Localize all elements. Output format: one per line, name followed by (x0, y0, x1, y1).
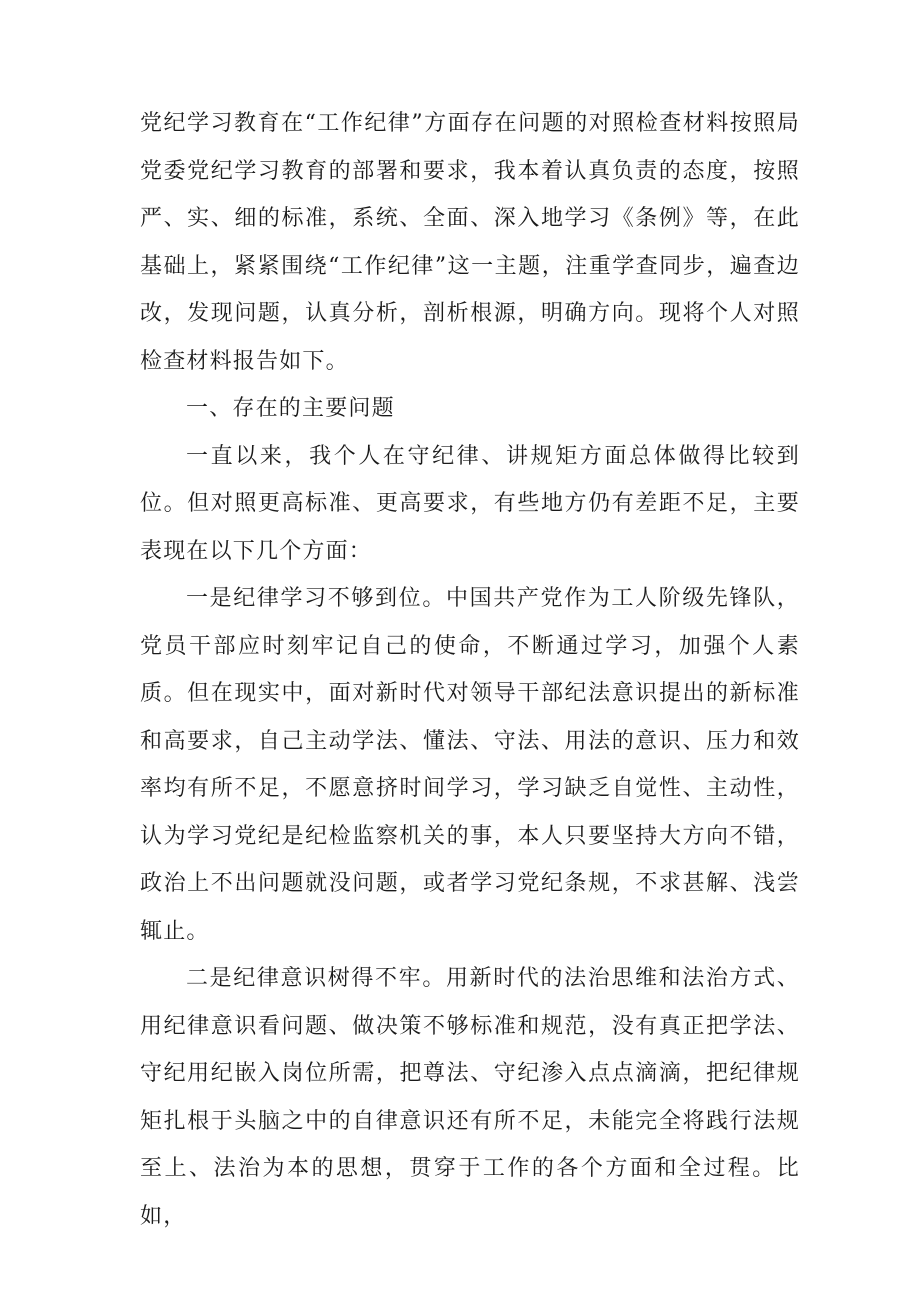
issue-two-paragraph: 二是纪律意识树得不牢。用新时代的法治思维和法治方式、用纪律意识看问题、做决策不够标准和规范，没有真正把学法、守纪用纪嵌入岗位所需，把尊法、守纪渗入点点滴滴，把纪律规矩扎根于头脑之中的自律意识还有所不足，未能完全将践行法规至上、法治为本的思想，贯穿于工作的各个方面和全过程。比如， (140, 966, 800, 1229)
intro-paragraph: 党纪学习教育在“工作纪律”方面存在问题的对照检查材料按照局党委党纪学习教育的部署和要求，我本着认真负责的态度，按照严、实、细的标准，系统、全面、深入地学习《条例》等，在此基础上，紧紧围绕“工作纪律”这一主题，注重学查同步，遍查边改，发现问题，认真分析，剖析根源，明确方向。现将个人对照检查材料报告如下。 (140, 111, 800, 374)
issue-one-paragraph: 一是纪律学习不够到位。中国共产党作为工人阶级先锋队，党员干部应时刻牢记自己的使命，不断通过学习，加强个人素质。但在现实中，面对新时代对领导干部纪法意识提出的新标准和高要求，自己主动学法、懂法、守法、用法的意识、压力和效率均有所不足，不愿意挤时间学习，学习缺乏自觉性、主动性，认为学习党纪是纪检监察机关的事，本人只要坚持大方向不错，政治上不出问题就没问题，或者学习党纪条规，不求甚解、浅尝辄止。 (140, 586, 800, 944)
overview-paragraph: 一直以来，我个人在守纪律、讲规矩方面总体做得比较到位。但对照更高标准、更高要求，有些地方仍有差距不足，主要表现在以下几个方面： (140, 443, 800, 564)
section-heading: 一、存在的主要问题 (186, 396, 395, 421)
